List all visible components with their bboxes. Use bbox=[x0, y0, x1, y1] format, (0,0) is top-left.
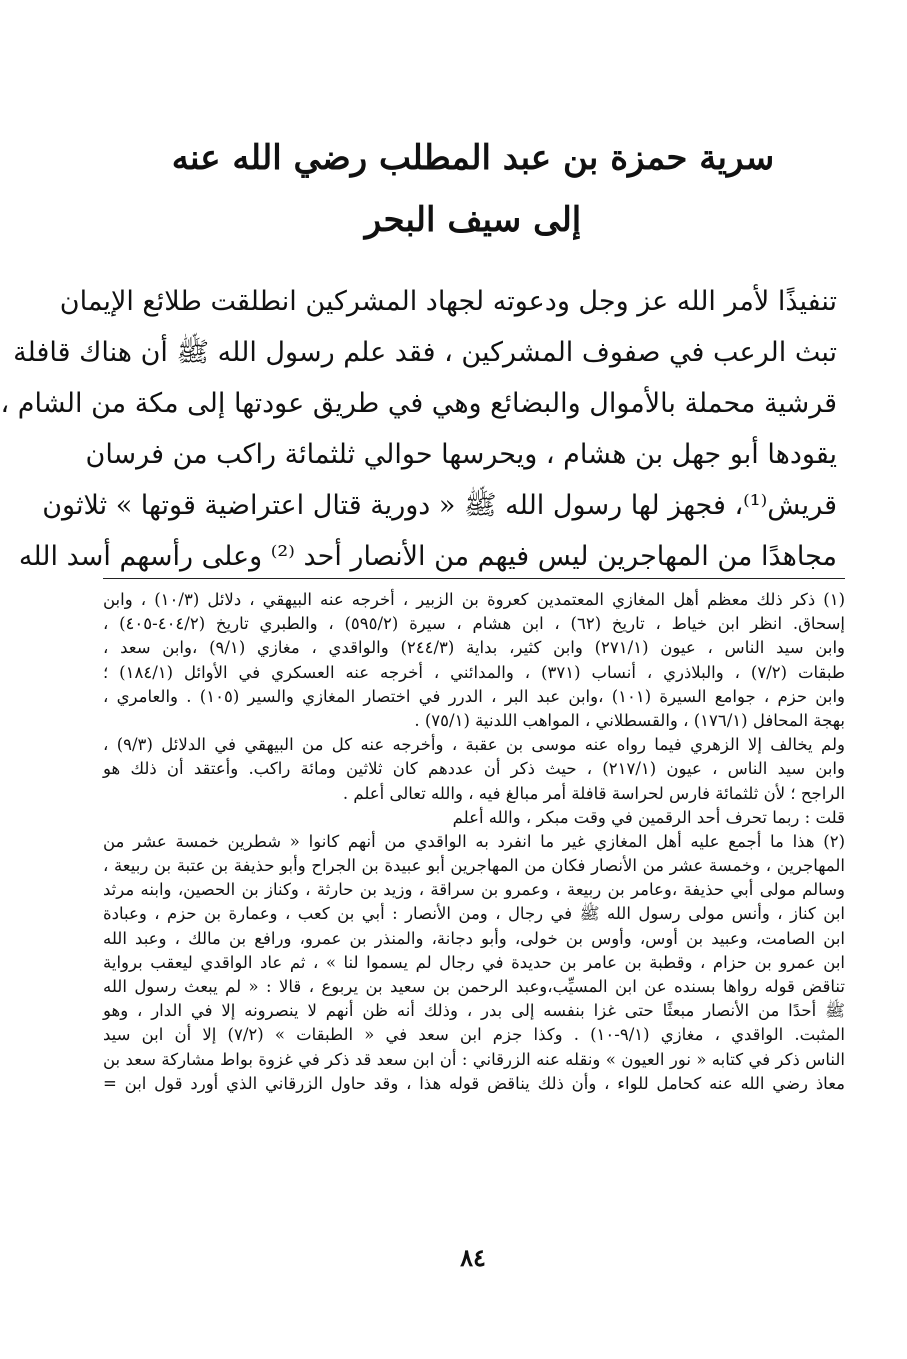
body-line: قرشية محملة بالأموال والبضائع وهي في طريق عودتها إلى مكة من الشام ، bbox=[0, 388, 837, 419]
footnote-line: ولم يخالف إلا الزهري فيما رواه عنه موسى بن عقبة ، وأخرجه عنه كل من البيهقي في الدلائل (٩/٣) ، bbox=[103, 735, 845, 755]
footnote-line: ابن كناز ، وأنس مولى رسول الله ﷺ في رجال ، ومن الأنصار : أبي بن كعب ، وعمارة بن حزم ، وعبادة bbox=[103, 904, 845, 924]
footnote-line: ﷺ أحدًا من الأنصار مبعثًا حتى غزا بنفسه إلى بدر ، وذلك أنه ظن أنهم لا ينصرونه إلا في الدار ، وهو bbox=[103, 1001, 845, 1021]
footnotes bbox=[103, 588, 845, 1096]
body-line: مجاهدًا من المهاجرين ليس فيهم من الأنصار أحد ⁽²⁾ وعلى رأسهم أسد الله bbox=[18, 541, 837, 572]
body-line: قريش⁽¹⁾، فجهز لها رسول الله ﷺ « دورية قتال اعتراضية قوتها » ثلاثون bbox=[42, 490, 837, 521]
footnote-line: إسحاق. انظر ابن خياط ، تاريخ (٦٢) ، ابن هشام ، سيرة (٥٩٥/٢) ، والطبري تاريخ (٤٠٤/٢-٤٠٥) ، bbox=[103, 614, 846, 634]
footnote-line: (١) ذكر ذلك معظم أهل المغازي المعتمدين كعروة بن الزبير ، أخرجه عنه البيهقي ، دلائل (١٠/٣) ، وابن bbox=[103, 590, 846, 609]
footnote-line: ابن عمرو بن حزام ، وقطبة بن عامر بن حديدة في رجال لم يسموا لنا » ، ثم عاد الواقدي ليعقب برواية bbox=[103, 952, 845, 972]
footnote-line: قلت : ربما تحرف أحد الرقمين في وقت مبكر ، والله أعلم bbox=[452, 807, 845, 827]
footnote-line: (٢) هذا ما أجمع عليه أهل المغازي غير ما انفرد به الواقدي من أنهم كانوا « شطرين خمسة عشر من bbox=[103, 831, 845, 851]
body-line: يقودها أبو جهل بن هشام ، ويحرسها حوالي ثلثمائة راكب من فرسان bbox=[85, 439, 837, 470]
footnote-line: وسالم مولى أبي حذيفة ،وعامر بن ربيعة ، وعمرو بن سراقة ، وزيد بن حارثة ، وكناز بن الحصين، وابنه مرثد bbox=[103, 880, 845, 900]
footnote-line: ابن الصامت، وعبيد بن أوس، وأوس بن خولى، وأبو دجانة، والمنذر بن عمرو، ورافع بن مالك ، وعبد الله bbox=[103, 928, 845, 948]
body-line: تنفيذًا لأمر الله عز وجل ودعوته لجهاد المشركين انطلقت طلائع الإيمان bbox=[59, 286, 837, 317]
footnote-line: وابن سيد الناس ، عيون (٢٧١/١) وابن كثير، بداية (٢٤٤/٣) والواقدي ، مغازي (٩/١) ،وابن سعد ، bbox=[103, 638, 845, 658]
chapter-title-line-2: إلى سيف البحر bbox=[364, 200, 582, 240]
footnote-line: معاذ رضي الله عنه كحامل للواء ، وأن ذلك يناقض قوله هذا ، وقد حاول الزرقاني الذي أورد قول ابن = bbox=[103, 1073, 845, 1093]
footnote-line: طبقات (٧/٢) ، والبلاذري ، أنساب (٣٧١) ، والمدائني ، أخرجه عنه العسكري في الأوائل (١٨٤/١) ؛ bbox=[103, 662, 846, 682]
main-paragraph bbox=[0, 276, 837, 582]
body-line: تبث الرعب في صفوف المشركين ، فقد علم رسول الله ﷺ أن هناك قافلة bbox=[13, 337, 837, 368]
footnote-line: المثبت. الواقدي ، مغازي (٩/١-١٠) . وكذا جزم ابن سعد في « الطبقات » (٧/٢) إلا أن ابن سيد bbox=[103, 1025, 845, 1045]
footnote-line: تناقض قوله رواها بسنده عن ابن المسيِّب،وعبد الرحمن بن سعيد بن يربوع ، قالا : « لم يبعث رسول الله bbox=[103, 977, 845, 996]
footnote-line: المهاجرين ، وخمسة عشر من الأنصار فكان من المهاجرين أبو عبيدة بن الجراح وأبو حذيفة بن عتبة بن ربيعة ، bbox=[103, 856, 845, 876]
footnote-line: وابن حزم ، جوامع السيرة (١٠١) ،وابن عبد البر ، الدرر في اختصار المغازي والسير (١٠٥) . والعامري ، bbox=[103, 686, 846, 706]
footnote-line: الراجح ؛ لأن ثلثمائة فارس لحراسة قافلة أمر مبالغ فيه ، والله تعالى أعلم . bbox=[342, 783, 845, 803]
footnote-line: الناس ذكر في كتابه « نور العيون » ونقله عنه الزرقاني : أن ابن سعد قد ذكر في غزوة بواط مشاركة سعد بن bbox=[103, 1049, 845, 1069]
page-number: ٨٤ bbox=[460, 1243, 486, 1272]
footnote-separator bbox=[103, 578, 845, 579]
footnote-line: بهجة المحافل (١٧٦/١) ، والقسطلاني ، المواهب اللدنية (٧٥/١) . bbox=[414, 710, 845, 730]
chapter-title-line-1: سرية حمزة بن عبد المطلب رضي الله عنه bbox=[171, 138, 775, 178]
footnote-line: وابن سيد الناس ، عيون (٢١٧/١) ، حيث ذكر أن عددهم كان ثلاثين ومائة راكب. وأعتقد أن ذلك هو bbox=[103, 759, 845, 779]
